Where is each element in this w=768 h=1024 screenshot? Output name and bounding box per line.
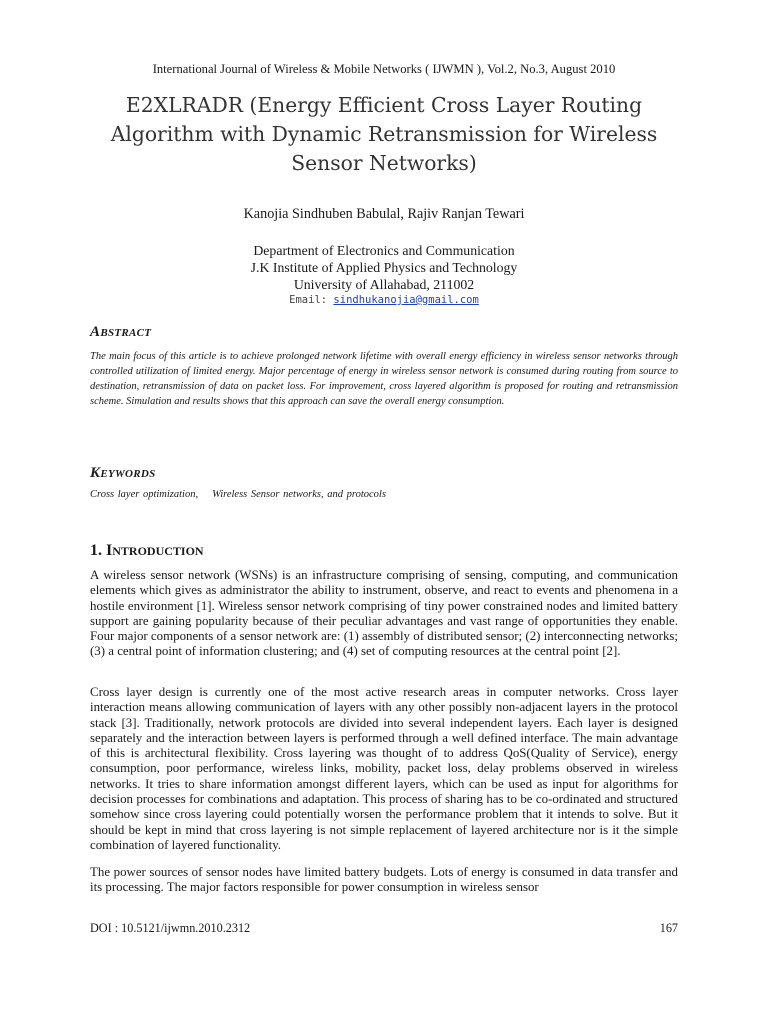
title-line: Algorithm with Dynamic Retransmission for Wireless <box>110 122 658 146</box>
affiliation <box>90 242 678 293</box>
body-paragraph: The power sources of sensor nodes have limited battery budgets. Lots of energy is consumed in data transfer and its processing. The major factors responsible for power consumption in wireless sensor <box>90 865 678 895</box>
institute: J.K Institute of Applied Physics and Technology <box>250 260 518 275</box>
email-line <box>90 294 678 306</box>
department: Department of Electronics and Communication <box>253 243 515 258</box>
email-link[interactable]: sindhukanojia@gmail.com <box>333 294 479 306</box>
journal-header: International Journal of Wireless & Mobile Networks ( IJWMN ), Vol.2, No.3, August 2010 <box>152 62 616 76</box>
section-heading-introduction <box>90 542 204 560</box>
keywords-list <box>90 489 678 500</box>
authors: Kanojia Sindhuben Babulal, Rajiv Ranjan Tewari <box>243 206 525 222</box>
section-heading-initial: I <box>106 542 113 559</box>
body-paragraph: A wireless sensor network (WSNs) is an infrastructure comprising of sensing, computing, and communication elements which gives as administrator the ability to instrument, observe, and react to events and phenomena in a hostile environment [1]. Wireless sensor network comprising of tiny power constrained nodes and limited battery support are gaining popularity because of their peculiar advantages and vast range of opportunities they enable. Four major components of a sensor network are: (1) assembly of distributed sensor; (2) interconnecting networks; (3) a central point of information clustering; and (4) set of computing resources at the central point [2]. <box>90 568 678 659</box>
body-paragraph: Cross layer design is currently one of the most active research areas in computer networks. Cross layer interaction means allowing communication of layers with any other possibly non-adjacent layers in the protocol stack [3]. Traditionally, network protocols are divided into several independent layers. Each layer is designed separately and the interaction between layers is performed through a well defined interface. The main advantage of this is architectural flexibility. Cross layering was thought of to address QoS(Quality of Service), energy consumption, poor performance, wireless links, mobility, packet loss, delay problems observed in wireless networks. It tries to share information amongst different layers, which can be used as input for algorithms for decision processes for combinations and adaptation. This process of sharing has to be co-ordinated and structured somehow since cross layering could potentially worsen the performance problem that it intends to solve. But it should be kept in mind that cross layering is not simple replacement of layered architecture nor is it the simple combination of layered functionality. <box>90 685 678 852</box>
keywords-heading <box>90 465 156 482</box>
university: University of Allahabad, 211002 <box>293 277 475 292</box>
title-line: E2XLRADR (Energy Efficient Cross Layer Routing <box>125 93 643 117</box>
page-number: 167 <box>659 921 678 935</box>
abstract-heading <box>90 324 151 341</box>
abstract-heading-rest: BSTRACT <box>100 327 152 339</box>
paper-title <box>90 91 678 178</box>
keywords-heading-rest: EYWORDS <box>100 468 156 480</box>
footer-doi: DOI : 10.5121/ijwmn.2010.2312 <box>90 921 251 935</box>
abstract-text: The main focus of this article is to achieve prolonged network lifetime with overall energy efficiency in wireless sensor networks through controlled utilization of limited energy. Major percentage of energy in wireless sensor network is consumed during routing from source to destination, retransmission of data on packet loss. For improvement, cross layered algorithm is proposed for routing and retransmission scheme. Simulation and results shows that this approach can save the overall energy consumption. <box>90 351 678 407</box>
keyword-item: Cross layer optimization, <box>90 489 199 500</box>
paper-page <box>90 0 678 1024</box>
keyword-item: Wireless Sensor networks, and protocols <box>212 489 386 500</box>
keywords-heading-initial: K <box>90 465 101 481</box>
section-heading-rest: NTRODUCTION <box>112 544 204 558</box>
section-number: 1. <box>90 542 102 559</box>
email-label: Email: <box>289 294 328 306</box>
title-line: Sensor Networks) <box>291 151 477 175</box>
abstract-heading-initial: A <box>90 324 101 340</box>
